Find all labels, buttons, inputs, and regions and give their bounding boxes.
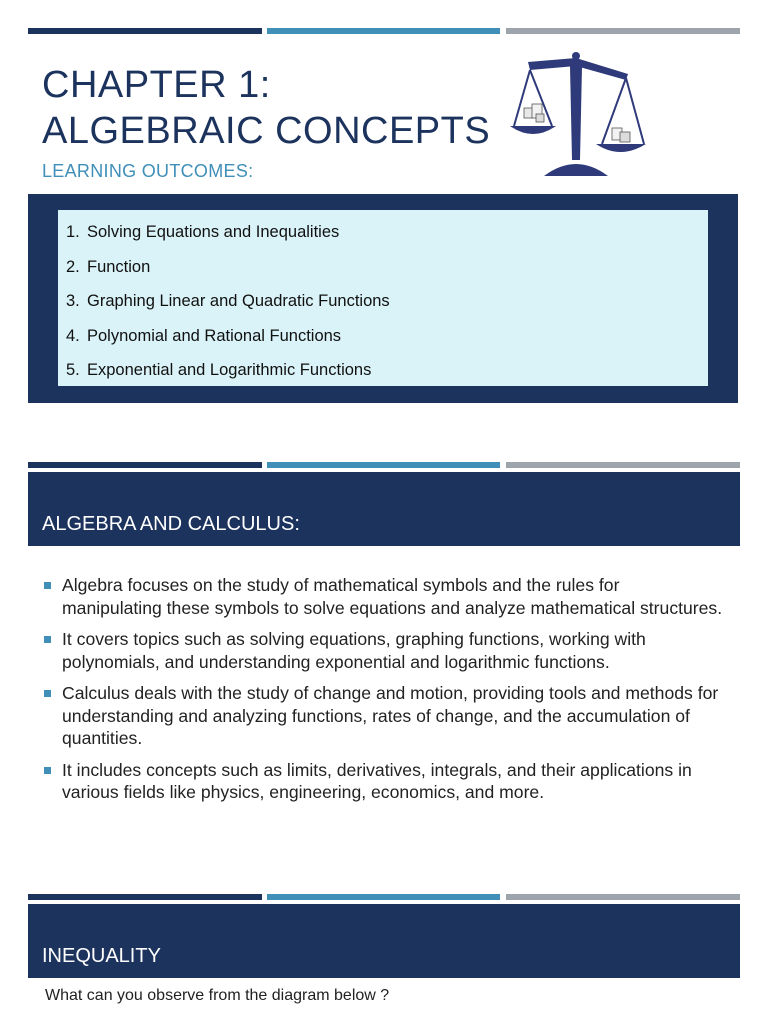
outcome-label: Polynomial and Rational Functions — [87, 326, 342, 345]
bullet-square-icon — [44, 582, 51, 589]
outcome-label: Function — [87, 257, 151, 276]
bullet-square-icon — [44, 636, 51, 643]
outcome-item — [66, 324, 708, 359]
bullet-text: It includes concepts such as limits, derivatives, integrals, and their applications in various fields like physics, engineering, economics, and more. — [62, 759, 692, 802]
section-heading: ALGEBRA AND CALCULUS: — [42, 512, 300, 535]
bullet-text: It covers topics such as solving equations, graphing functions, working with polynomials, and understanding exponential and logarithmic functions. — [62, 629, 646, 672]
bullet-list — [44, 574, 724, 813]
list-item — [44, 759, 724, 804]
list-item — [44, 574, 724, 619]
outcome-item — [66, 220, 708, 255]
accent-bar-blue — [267, 462, 500, 468]
outcome-item — [66, 255, 708, 290]
learning-outcomes-label: LEARNING OUTCOMES: — [42, 161, 254, 181]
accent-bar-gray — [506, 894, 740, 900]
outcome-number: 2. — [66, 257, 80, 276]
accent-bar-gray — [506, 462, 740, 468]
accent-bar-gray — [506, 28, 740, 34]
chapter-title-line1: CHAPTER 1: — [42, 64, 271, 106]
outcome-number: 5. — [66, 361, 80, 379]
accent-bar-navy — [28, 28, 262, 34]
outcome-label: Graphing Linear and Quadratic Functions — [87, 292, 390, 310]
outcome-number: 3. — [66, 292, 80, 310]
section-header-algebra-calculus — [28, 472, 740, 546]
outcome-label: Solving Equations and Inequalities — [87, 223, 340, 241]
bullet-text: Calculus deals with the study of change and motion, providing tools and methods for understanding and analyzing functions, rates of change, and the accumulation of quantities. — [62, 683, 719, 748]
outcome-item — [66, 358, 708, 393]
balance-scale-icon — [506, 48, 652, 180]
outcome-label: Exponential and Logarithmic Functions — [87, 361, 372, 379]
accent-bar-navy — [28, 894, 262, 900]
accent-bars-middle — [28, 462, 740, 468]
section-header-inequality — [28, 904, 740, 978]
bullet-square-icon — [44, 767, 51, 774]
outcome-number: 1. — [66, 223, 80, 241]
outcome-number: 4. — [66, 326, 80, 345]
accent-bars-top — [28, 28, 740, 34]
section-heading: INEQUALITY — [42, 944, 161, 967]
bullet-square-icon — [44, 690, 51, 697]
learning-outcomes-list — [58, 210, 708, 386]
learning-outcomes-panel — [28, 194, 738, 403]
accent-bar-navy — [28, 462, 262, 468]
inequality-question: What can you observe from the diagram below ? — [45, 987, 390, 1004]
accent-bar-blue — [267, 28, 500, 34]
chapter-title-line2: ALGEBRAIC CONCEPTS — [42, 110, 491, 152]
accent-bar-blue — [267, 894, 500, 900]
list-item — [44, 628, 724, 673]
bullet-text: Algebra focuses on the study of mathematical symbols and the rules for manipulating these symbols to solve equations and analyze mathematical structures. — [62, 575, 723, 618]
chapter-title — [42, 62, 490, 154]
accent-bars-bottom — [28, 894, 740, 900]
outcome-item — [66, 289, 708, 324]
list-item — [44, 682, 724, 750]
